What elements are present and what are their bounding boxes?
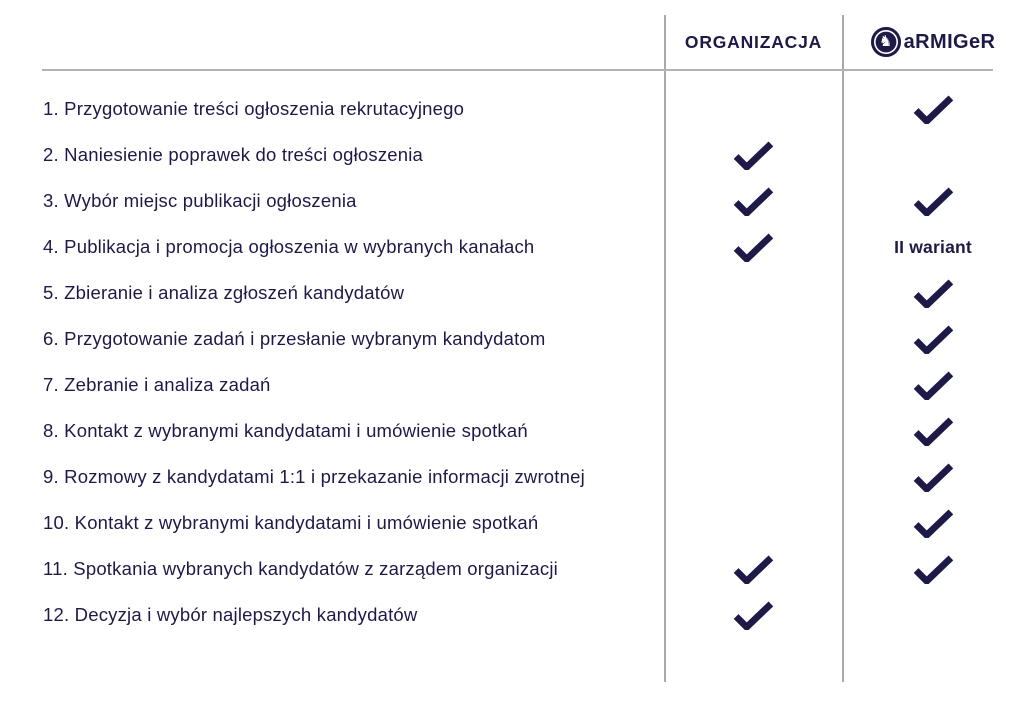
task-cell	[0, 132, 665, 178]
task-label: 11. Spotkania wybranych kandydatów z zarządem organizacji	[43, 558, 558, 579]
task-label: 1. Przygotowanie treści ogłoszenia rekrutacyjnego	[43, 98, 465, 119]
header-divider	[42, 69, 993, 71]
table-row	[0, 454, 1024, 500]
task-cell	[0, 362, 665, 408]
armiger-cell	[842, 86, 1024, 132]
task-cell	[0, 592, 665, 638]
task-cell	[0, 546, 665, 592]
task-label: 2. Naniesienie poprawek do treści ogłoszenia	[43, 144, 424, 165]
organizacja-cell	[665, 316, 842, 362]
task-label: 7. Zebranie i analiza zadań	[43, 374, 271, 395]
organizacja-cell	[665, 500, 842, 546]
checkmark-icon	[733, 233, 774, 262]
organizacja-cell	[665, 546, 842, 592]
armiger-cell	[842, 270, 1024, 316]
organizacja-cell	[665, 592, 842, 638]
task-cell	[0, 408, 665, 454]
task-label: 10. Kontakt z wybranymi kandydatami i umówienie spotkań	[43, 512, 539, 533]
armiger-logo-text: aRMIGeR	[903, 30, 996, 53]
checkmark-icon	[733, 187, 774, 216]
armiger-logo-icon	[871, 27, 901, 57]
armiger-cell	[842, 546, 1024, 592]
task-label: 4. Publikacja i promocja ogłoszenia w wybranych kanałach	[43, 236, 535, 257]
task-label: 6. Przygotowanie zadań i przesłanie wybranym kandydatom	[43, 328, 546, 349]
checkmark-icon	[913, 95, 954, 124]
task-label: 12. Decyzja i wybór najlepszych kandydatów	[43, 604, 418, 625]
checkmark-icon	[733, 555, 774, 584]
organizacja-cell	[665, 132, 842, 178]
table-row	[0, 408, 1024, 454]
armiger-cell	[842, 178, 1024, 224]
checkmark-icon	[913, 555, 954, 584]
armiger-cell	[842, 224, 1024, 270]
table-row	[0, 178, 1024, 224]
armiger-cell	[842, 454, 1024, 500]
table-row	[0, 500, 1024, 546]
task-cell	[0, 86, 665, 132]
task-cell	[0, 500, 665, 546]
armiger-cell	[842, 408, 1024, 454]
organizacja-cell	[665, 178, 842, 224]
checkmark-icon	[913, 187, 954, 216]
task-cell	[0, 316, 665, 362]
task-label: 8. Kontakt z wybranymi kandydatami i umówienie spotkań	[43, 420, 528, 441]
task-cell	[0, 454, 665, 500]
armiger-cell	[842, 592, 1024, 638]
organizacja-cell	[665, 86, 842, 132]
checkmark-icon	[733, 141, 774, 170]
column-header-organizacja: ORGANIZACJA	[684, 32, 823, 52]
organizacja-cell	[665, 454, 842, 500]
organizacja-cell	[665, 408, 842, 454]
table-row	[0, 316, 1024, 362]
table-row	[0, 270, 1024, 316]
table-row	[0, 86, 1024, 132]
task-label: 3. Wybór miejsc publikacji ogłoszenia	[43, 190, 357, 211]
checkmark-icon	[913, 417, 954, 446]
organizacja-cell	[665, 362, 842, 408]
armiger-cell	[842, 132, 1024, 178]
checkmark-icon	[913, 371, 954, 400]
armiger-cell	[842, 316, 1024, 362]
checkmark-icon	[913, 279, 954, 308]
checkmark-icon	[913, 463, 954, 492]
task-label: 5. Zbieranie i analiza zgłoszeń kandydatów	[43, 282, 405, 303]
column-header-armiger	[843, 27, 1023, 57]
organizacja-cell	[665, 270, 842, 316]
task-table-body	[0, 86, 1024, 638]
table-row	[0, 224, 1024, 270]
task-cell	[0, 224, 665, 270]
table-row	[0, 546, 1024, 592]
checkmark-icon	[913, 325, 954, 354]
variant-label: II wariant	[894, 236, 972, 257]
table-row	[0, 592, 1024, 638]
checkmark-icon	[913, 509, 954, 538]
organizacja-cell	[665, 224, 842, 270]
task-cell	[0, 178, 665, 224]
armiger-cell	[842, 362, 1024, 408]
knight-on-horse-icon: ♞	[878, 31, 893, 50]
task-label: 9. Rozmowy z kandydatami 1:1 i przekazanie informacji zwrotnej	[43, 466, 585, 487]
checkmark-icon	[733, 601, 774, 630]
table-row	[0, 362, 1024, 408]
armiger-cell	[842, 500, 1024, 546]
task-cell	[0, 270, 665, 316]
table-row	[0, 132, 1024, 178]
